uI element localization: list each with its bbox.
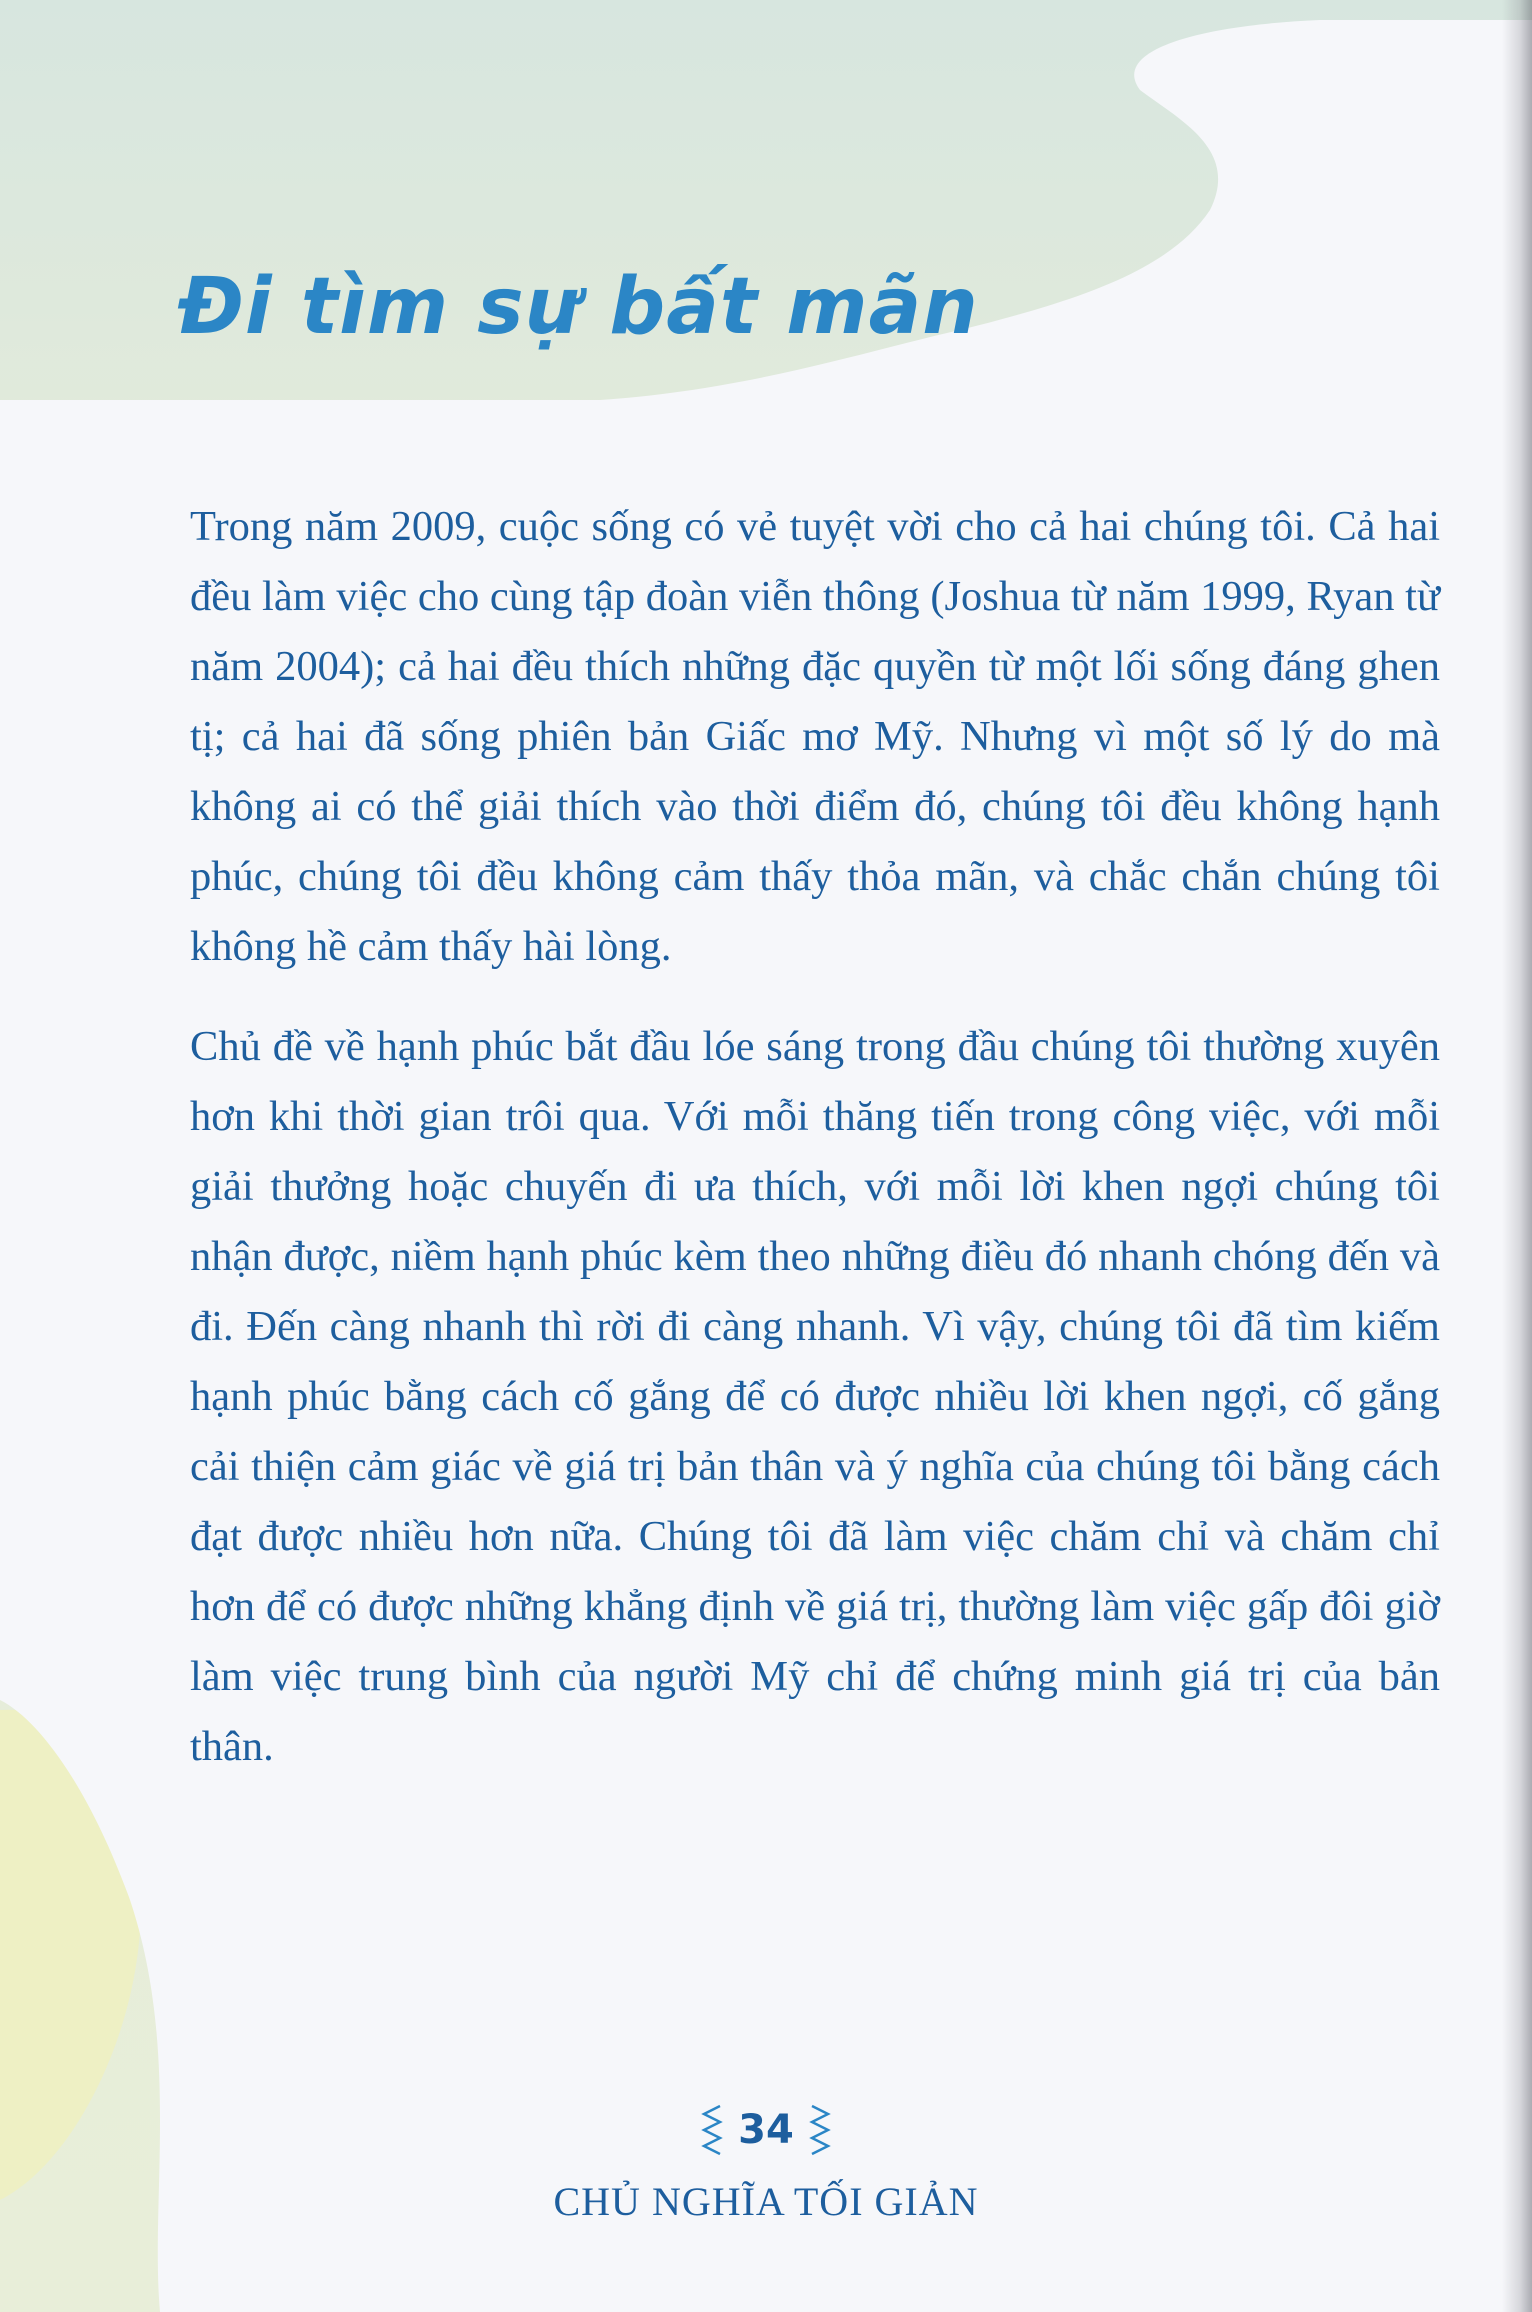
page-footer — [0, 2100, 1532, 2225]
page-number: 34 — [738, 2107, 794, 2153]
zigzag-right-icon — [804, 2102, 834, 2158]
chapter-title: Đi tìm sự bất mãn — [178, 262, 979, 352]
zigzag-left-icon — [698, 2102, 728, 2158]
book-title: CHỦ NGHĨA TỐI GIẢN — [553, 2179, 979, 2224]
body-text — [190, 492, 1440, 1782]
page-number-group — [0, 2100, 1532, 2160]
paragraph-2: Chủ đề về hạnh phúc bắt đầu lóe sáng trong đầu chúng tôi thường xuyên hơn khi thời gian trôi qua. Với mỗi thăng tiến trong công việc, với mỗi giải thưởng hoặc chuyến đi ưa thích, với mỗi lời khen ngợi chúng tôi nhận được, niềm hạnh phúc kèm theo những điều đó nhanh chóng đến và đi. Đến càng nhanh thì rời đi càng nhanh. Vì vậy, chúng tôi đã tìm kiếm hạnh phúc bằng cách cố gắng để có được nhiều lời khen ngợi, cố gắng cải thiện cảm giác về giá trị bản thân và ý nghĩa của chúng tôi bằng cách đạt được nhiều hơn nữa. Chúng tôi đã làm việc chăm chỉ và chăm chỉ hơn để có được những khẳng định về giá trị, thường làm việc gấp đôi giờ làm việc trung bình của người Mỹ chỉ để chứng minh giá trị của bản thân. — [190, 1023, 1440, 1770]
paragraph-1: Trong năm 2009, cuộc sống có vẻ tuyệt vời cho cả hai chúng tôi. Cả hai đều làm việc cho cùng tập đoàn viễn thông (Joshua từ năm 1999, Ryan từ năm 2004); cả hai đều thích những đặc quyền từ một lối sống đáng ghen tị; cả hai đã sống phiên bản Giấc mơ Mỹ. Nhưng vì một số lý do mà không ai có thể giải thích vào thời điểm đó, chúng tôi đều không hạnh phúc, chúng tôi đều không cảm thấy thỏa mãn, và chắc chắn chúng tôi không hề cảm thấy hài lòng. — [190, 503, 1440, 970]
page-edge-shadow — [1502, 0, 1532, 2312]
